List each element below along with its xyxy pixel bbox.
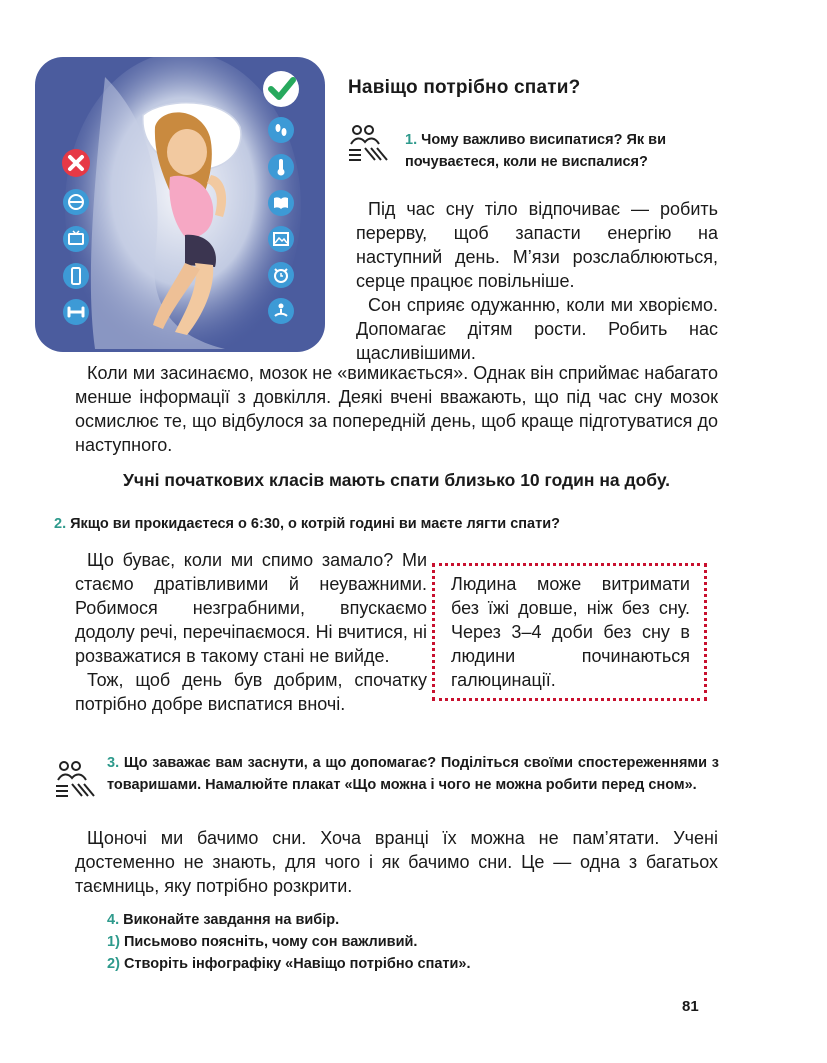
- tv-icon: [62, 225, 90, 253]
- task-1-number: 1.: [405, 132, 418, 148]
- icon-alarm: [267, 261, 295, 294]
- task-3-number: 3.: [107, 755, 120, 771]
- pair-work-icon: [347, 124, 395, 168]
- paragraph-too-little-sleep: [75, 548, 427, 716]
- option-text: Письмово поясніть, чому сон важливий.: [123, 934, 418, 950]
- book-icon: [267, 189, 295, 217]
- icon-tv: [62, 225, 90, 258]
- task-3-text: Що заважає вам заснути, а що допомагає? Поділіться своїми спостереженнями з товаришами. Намалюйте плакат «Що можна і чого не можна робити перед сном».: [107, 755, 719, 793]
- icon-ball: [62, 188, 90, 221]
- icon-footprints: [267, 116, 295, 149]
- task-4-number: 4.: [107, 912, 120, 928]
- paragraph-good-day: Тож, щоб день був добрим, спочатку потрібно добре виспатися вночі.: [75, 670, 427, 714]
- option-number: 1): [107, 934, 120, 950]
- icon-thermometer: [267, 153, 295, 186]
- paragraph-effects: Що буває, коли ми спимо замало? Ми стаємо дратівливими й неуважними. Робимося незграбними, впускаємо додолу речі, перечіпаємося. Ні вчитися, ні розважатися в такому стані не вийде.: [75, 550, 427, 666]
- page-number: 81: [682, 998, 699, 1015]
- cross-icon: [61, 148, 91, 178]
- task-2-number: 2.: [54, 516, 67, 532]
- task-4-heading: [107, 909, 471, 931]
- task-2: [54, 516, 560, 532]
- icon-image: [267, 225, 295, 258]
- task-1-text: Чому важливо висипатися? Як ви почуваєтеся, коли не виспалися?: [405, 132, 666, 170]
- meditation-icon: [267, 297, 295, 325]
- fact-text: Людина може витримати без їжі довше, ніж без сну. Через 3–4 доби без сну в людини починаються галюцинації.: [451, 574, 690, 690]
- phone-icon: [62, 262, 90, 290]
- task-2-text: Якщо ви прокидаєтеся о 6:30, о котрій годині ви маєте лягти спати?: [70, 516, 560, 532]
- option-text: Створіть інфографіку «Навіщо потрібно спати».: [123, 956, 471, 972]
- icon-meditation: [267, 297, 295, 330]
- dumbbell-icon: [62, 298, 90, 326]
- icon-phone: [62, 262, 90, 295]
- paragraph-brain: Коли ми засинаємо, мозок не «вимикається». Однак він сприймає набагато менше інформації з довкілля. Деякі вчені вважають, що під час сну мозок осмислює те, що відбулося за попередній день, щоб краще підготуватися до наступного.: [75, 363, 718, 455]
- image-icon: [267, 225, 295, 253]
- task-4-option-1: [107, 931, 471, 953]
- icon-check: [262, 70, 300, 113]
- task-3: [107, 752, 719, 796]
- paragraph-healing: Сон сприяє одужанню, коли ми хворіємо. Допомагає дітям рости. Робить нас щасливішими.: [356, 295, 718, 363]
- ball-icon: [62, 188, 90, 216]
- alarm-clock-icon: [267, 261, 295, 289]
- highlight-sleep-hours: Учні початкових класів мають спати близько 10 годин на добу.: [123, 470, 670, 490]
- footprints-icon: [267, 116, 295, 144]
- paragraph-rest: Під час сну тіло відпочиває — робить перерву, щоб запасти енергію на наступний день. М’язи розслаблюються, серце працює повільніше.: [356, 199, 718, 291]
- thermometer-icon: [267, 153, 295, 181]
- option-number: 2): [107, 956, 120, 972]
- task-4-option-2: [107, 953, 471, 975]
- page-title: Навіщо потрібно спати?: [348, 77, 581, 98]
- icon-dumbbell: [62, 298, 90, 331]
- task-4-text: Виконайте завдання на вибір.: [123, 912, 340, 928]
- fact-box: [432, 563, 707, 701]
- task-4: [107, 909, 471, 975]
- icon-cross: [61, 148, 91, 183]
- pair-work-icon: [54, 760, 102, 804]
- task-1: [405, 129, 725, 173]
- icon-book: [267, 189, 295, 222]
- paragraph-dreams: Щоночі ми бачимо сни. Хоча вранці їх можна не пам’ятати. Учені достеменно не знають, для чого і як бачимо сни. Це — одна з багатьох таємниць, яку потрібно розкрити.: [75, 828, 718, 896]
- check-icon: [262, 70, 300, 108]
